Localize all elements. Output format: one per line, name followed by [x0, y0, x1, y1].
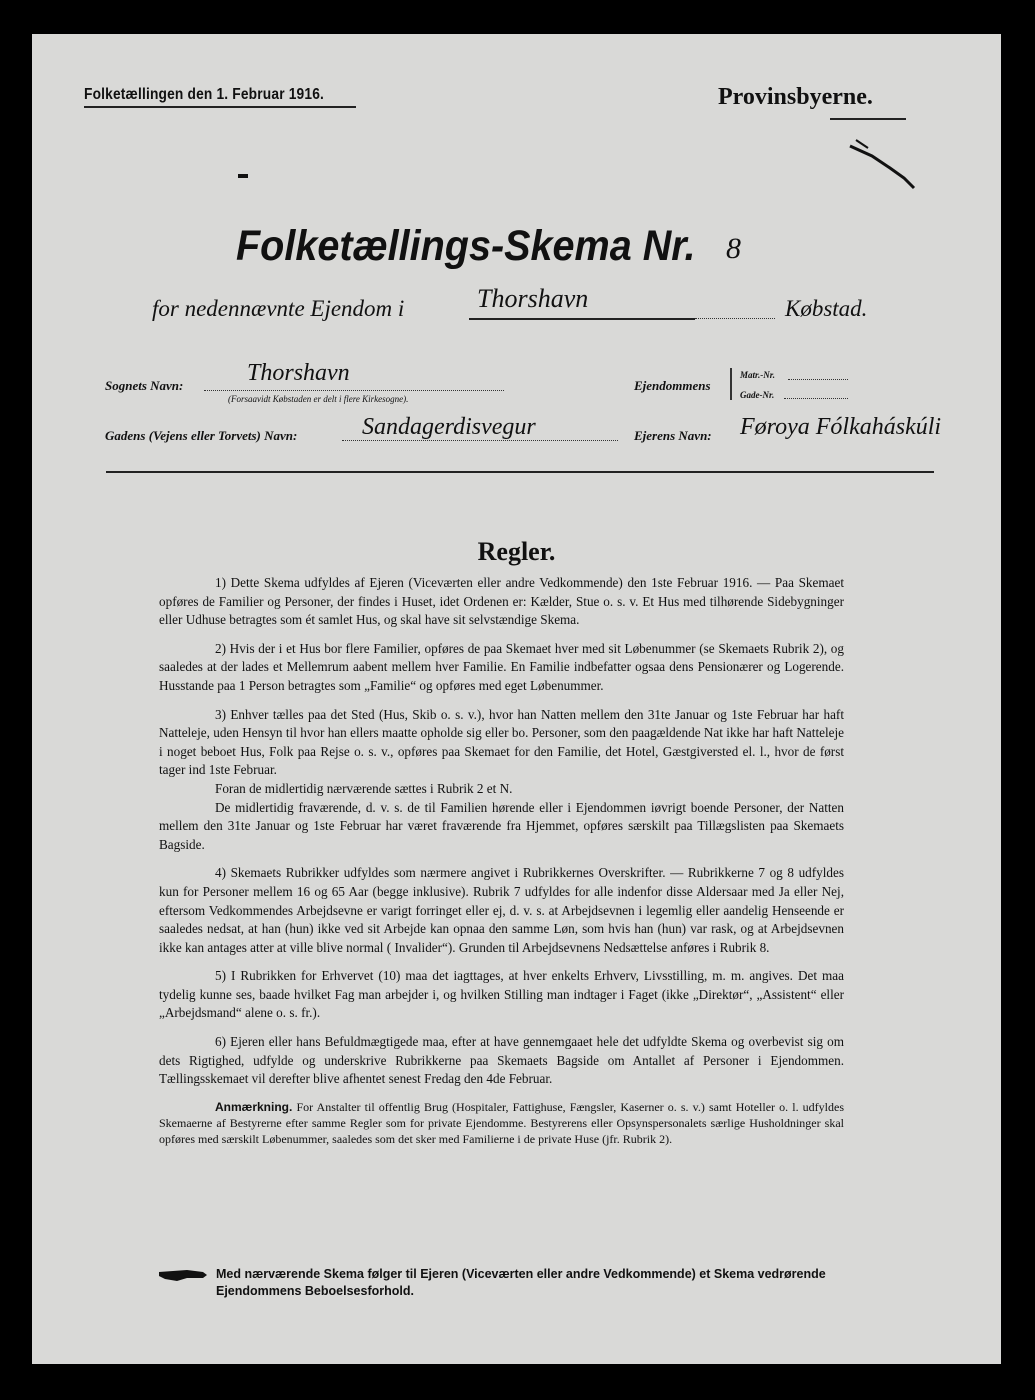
section-divider: [106, 471, 934, 473]
remark-label: Anmærkning.: [215, 1099, 293, 1114]
remark: [159, 1099, 844, 1147]
street-number-label: Gade-Nr.: [740, 390, 775, 400]
parish-label: Sognets Navn:: [105, 378, 184, 393]
rule-1: 1) Dette Skema udfyldes af Ejeren (Viceværten eller andre Vedkommende) den 1ste Februar 1916. — Paa Skemaet opføres de Familier og Personer, der findes i Huset, idet Ordenen er: Kælder, Stue o. s. v. Et Hus med tilhørende Sidebygninger eller Udhuse betragtes som ét samlet Hus, og skal have sit selvstændige Skema.: [159, 575, 844, 628]
rule-5: 5) I Rubrikken for Erhvervet (10) maa det iagttages, at hver enkelts Erhverv, Livsstilling, m. m. angives. Det maa tydelig kunne ses, baade hvilket Fag man arbejder i, og hvilken Stilling man indtager i Faget (ikke „Direktør“, „Assistent“ eller „Arbejdsmand“ alene o. s. fr.).: [159, 968, 844, 1021]
form-title: Folketællings-Skema Nr.: [236, 222, 696, 270]
region-underline: [830, 118, 906, 120]
property-suffix: Købstad.: [785, 296, 868, 321]
town-line: [469, 318, 695, 320]
rule-3: 3) Enhver tælles paa det Sted (Hus, Skib o. s. v.), hvor han Natten mellem den 31te Januar og 1ste Februar har haft Natteleje, uden Hensyn til hvor han ellers maatte opholde sig eller bo. Personer, som den paagældende Nat ikke har haft Natteleje i noget beboet Hus, Folk paa Rejse o. s. v., opføres paa Skemaet for den Familie, det Hotel, Gæstgiversted el. l., hvor de først tager ind 1ste Februar.: [159, 706, 844, 778]
rule-6: 6) Ejeren eller hans Befuldmægtigede maa, efter at have gennemgaaet hele det udfyldte Skema og overbevist sig om dets Rigtighed, udfylde og underskrive Rubrikkerne paa Skemaets Bagside om Antallet af Personer i Ejendommen. Tællingsskemaet vil derefter blive afhentet senest Fredag den 4de Februar.: [159, 1034, 844, 1087]
dash-mark: [238, 174, 248, 178]
street-label: Gadens (Vejens eller Torvets) Navn:: [105, 428, 298, 443]
town-value[interactable]: Thorshavn: [477, 284, 589, 313]
rule-2: 2) Hvis der i et Hus bor flere Familier, opføres de paa Skemaet hver med sit Løbenummer (se Skemaets Rubrik 2), og saaledes at der lades et Mellemrum aabent mellem hver Familie. En Familie indbefatter ogsaa dens Pensionærer og Logerende. Husstande paa 1 Person betragtes som „Familie“ og opføres med eget Løbenummer.: [159, 640, 844, 693]
matr-line[interactable]: [788, 379, 848, 380]
street-line: [342, 440, 618, 441]
property-label: Ejendommens: [634, 378, 711, 393]
pen-mark: [842, 134, 922, 194]
parish-line: [204, 390, 504, 391]
region-header: Provinsbyerne.: [718, 84, 873, 110]
rules-body: [159, 574, 844, 1157]
rule-3-absent: De midlertidig fraværende, d. v. s. de til Familien hørende eller i Ejendommen iøvrigt boende Personer, der Natten mellem den 31te Januar og 1ste Februar har været fraværende fra Hjemmet, opføres særskilt paa Tillægslisten paa Skemaets Bagside.: [159, 799, 844, 852]
street-value[interactable]: Sandagerdisvegur: [362, 414, 536, 440]
rules-heading: Regler.: [477, 537, 556, 566]
header-underline: [84, 106, 356, 108]
owner-value[interactable]: Føroya Fólkaháskúli: [740, 414, 942, 440]
rule-4: 4) Skemaets Rubrikker udfyldes som nærmere angivet i Rubrikkernes Overskrifter. — Rubrikkerne 7 og 8 udfyldes kun for Personer mellem 16 og 65 Aar (begge inklusive). Rubrik 7 udfyldes for alle indenfor disse Aldersaar med Ja eller Nej, eftersom Vedkommendes Arbejdsevne er varigt forringet eller ej, d. v. s. at Arbejdsevnen i legemlig eller aandelig Henseende er saaledes nedsat, at han (hun) ikke ved sit Arbejde kan opnaa den samme Løn, som hvis han (hun) var rask, og at Arbejdsevnen ikke kan antages atter at ville blive normal ( Invalider“). Grunden til Arbejdsevnens Nedsættelse anføres i Rubrik 8.: [159, 865, 844, 955]
remark-text: For Anstalter til offentlig Brug (Hospitaler, Fattighuse, Fængsler, Kaserner o. s. v.) samt Hoteller o. l. udfyldes Skemaerne af Bestyrerne efter samme Regler som for private Ejendomme. Bestyrerens eller Opsynspersonalets særlige Husholdninger skal opføres med særskilt Løbenummer, saaledes som det sker med Familierne i de private Huse (jfr. Rubrik 2).: [159, 1099, 844, 1146]
street-number-line[interactable]: [784, 398, 848, 399]
parish-note: (Forsaavidt Købstaden er delt i flere Kirkesogne).: [228, 394, 409, 404]
brace: [730, 368, 732, 400]
pointing-hand-icon: [157, 1266, 209, 1282]
parish-value[interactable]: Thorshavn: [247, 360, 350, 386]
census-form-page: [32, 34, 1001, 1364]
rule-3-foreign: Foran de midlertidig nærværende sættes i Rubrik 2 et N.: [215, 780, 513, 796]
property-prefix: for nedennævnte Ejendom i: [152, 296, 405, 321]
owner-label: Ejerens Navn:: [634, 428, 712, 443]
town-dotline: [695, 318, 775, 319]
form-number[interactable]: 8: [726, 232, 741, 265]
matr-label: Matr.-Nr.: [740, 370, 776, 380]
footer-note: Med nærværende Skema følger til Ejeren (Viceværten eller andre Vedkommende) et Skema vedrørende Ejendommens Beboelsesforhold.: [216, 1267, 826, 1298]
census-date-header: Folketællingen den 1. Februar 1916.: [84, 86, 325, 103]
